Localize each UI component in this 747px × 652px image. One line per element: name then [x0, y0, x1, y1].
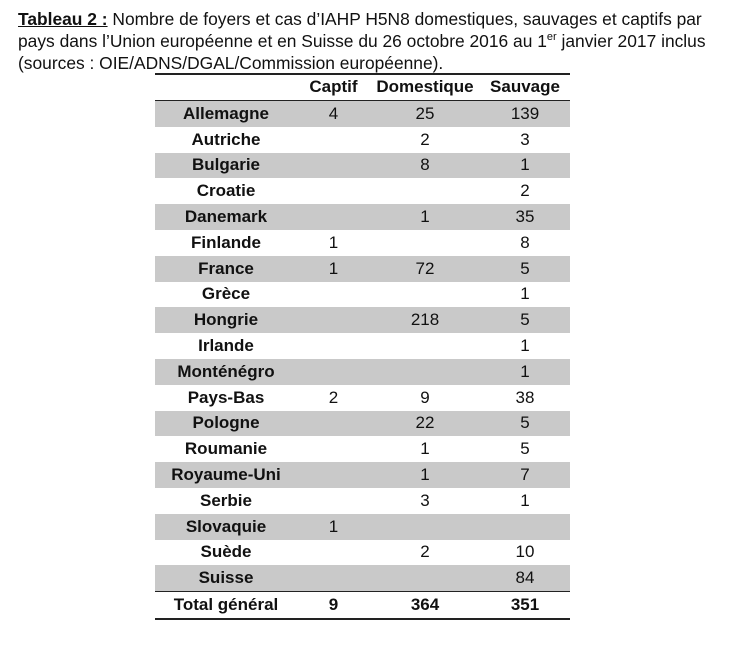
caption-text-1: Nombre de foyers et cas d’IAHP H5N8 domestiques, sauvages et captifs par [112, 9, 702, 29]
captif-cell [297, 436, 370, 462]
sauvage-cell: 38 [515, 387, 535, 407]
sauvage-cell: 1 [480, 153, 570, 179]
country-cell: Roumanie [184, 439, 268, 459]
captif-cell [297, 307, 370, 333]
sauvage-cell: 5 [480, 256, 570, 282]
domestique-cell: 3 [420, 490, 430, 510]
sauvage-cell: 10 [515, 542, 535, 562]
table-row [155, 488, 570, 514]
country-cell: Suisse [155, 565, 297, 591]
captif-cell [297, 127, 370, 153]
table-row [155, 307, 570, 333]
table-row [155, 333, 570, 359]
table-row [155, 153, 570, 179]
country-cell: Pays-Bas [187, 387, 265, 407]
table-row [155, 178, 570, 204]
header-captif: Captif [297, 74, 370, 101]
captif-cell: 1 [297, 514, 370, 540]
caption-text-2: pays dans l’Union européenne et en Suisse du 26 octobre 2016 au 1 [18, 31, 547, 51]
country-cell: Allemagne [155, 101, 297, 127]
domestique-cell: 72 [370, 256, 480, 282]
country-cell: Croatie [196, 181, 256, 201]
sauvage-cell: 35 [480, 204, 570, 230]
captif-cell [297, 540, 370, 566]
sauvage-cell: 5 [480, 307, 570, 333]
country-cell: Royaume-Uni [155, 462, 297, 488]
domestique-cell: 2 [420, 542, 430, 562]
header-sauvage: Sauvage [480, 74, 570, 101]
domestique-cell [370, 178, 480, 204]
country-cell: France [155, 256, 297, 282]
sauvage-cell: 7 [480, 462, 570, 488]
captif-cell [297, 282, 370, 308]
caption-text-2-end: janvier 2017 inclus [561, 31, 706, 51]
country-cell: Pologne [155, 411, 297, 437]
country-cell: Grèce [201, 284, 251, 304]
domestique-cell [370, 333, 480, 359]
table-row [155, 230, 570, 256]
captif-cell [297, 488, 370, 514]
header-domestique: Domestique [370, 74, 480, 101]
total-sauvage: 351 [480, 592, 570, 619]
sauvage-cell: 3 [520, 129, 530, 149]
captif-cell [297, 153, 370, 179]
sauvage-cell: 1 [520, 490, 530, 510]
table-row [155, 565, 570, 591]
caption-line-1 [18, 8, 733, 30]
captif-cell [297, 462, 370, 488]
country-cell: Autriche [191, 129, 261, 149]
caption-lead: Tableau 2 : [18, 9, 108, 29]
country-cell: Hongrie [155, 307, 297, 333]
table-row [155, 101, 570, 127]
table-row [155, 256, 570, 282]
country-cell: Serbie [200, 490, 252, 510]
domestique-cell [370, 359, 480, 385]
total-domestique: 364 [370, 592, 480, 619]
captif-cell [297, 359, 370, 385]
sauvage-cell: 8 [520, 232, 530, 252]
total-label: Total général [155, 592, 297, 619]
caption-superscript: er [546, 31, 557, 44]
table-row [155, 385, 570, 411]
country-cell: Suède [200, 542, 252, 562]
total-captif: 9 [297, 592, 370, 619]
sauvage-cell: 139 [480, 101, 570, 127]
table-caption [18, 8, 733, 74]
data-table [155, 74, 570, 620]
sauvage-cell: 84 [480, 565, 570, 591]
captif-cell [297, 204, 370, 230]
sauvage-cell: 2 [520, 181, 530, 201]
domestique-cell: 218 [370, 307, 480, 333]
country-cell: Slovaquie [155, 514, 297, 540]
captif-cell: 2 [328, 387, 339, 407]
domestique-cell: 1 [420, 439, 430, 459]
caption-line-3: (sources : OIE/ADNS/DGAL/Commission européenne). [18, 53, 444, 73]
table-row [155, 540, 570, 566]
captif-cell: 1 [328, 232, 339, 252]
table-row [155, 462, 570, 488]
table-row [155, 359, 570, 385]
table-row [155, 436, 570, 462]
captif-cell: 4 [297, 101, 370, 127]
total-row [155, 592, 570, 619]
header-row [155, 74, 570, 101]
captif-cell [297, 565, 370, 591]
table-body [155, 101, 570, 592]
captif-cell [297, 411, 370, 437]
sauvage-cell: 1 [520, 336, 530, 356]
domestique-cell: 9 [420, 387, 430, 407]
header-country [155, 74, 297, 101]
sauvage-cell: 5 [520, 439, 530, 459]
domestique-cell [370, 565, 480, 591]
captif-cell: 1 [297, 256, 370, 282]
sauvage-cell: 1 [520, 284, 530, 304]
domestique-cell [370, 282, 480, 308]
sauvage-cell: 5 [480, 411, 570, 437]
captif-cell [297, 178, 370, 204]
captif-cell [297, 333, 370, 359]
table-row [155, 282, 570, 308]
domestique-cell: 22 [370, 411, 480, 437]
country-cell: Monténégro [155, 359, 297, 385]
sauvage-cell [480, 514, 570, 540]
domestique-cell: 1 [370, 204, 480, 230]
table-row [155, 411, 570, 437]
domestique-cell: 25 [370, 101, 480, 127]
domestique-cell: 8 [370, 153, 480, 179]
domestique-cell: 1 [370, 462, 480, 488]
domestique-cell: 2 [420, 129, 430, 149]
table-row [155, 204, 570, 230]
domestique-cell [370, 230, 480, 256]
caption-line-2 [18, 30, 733, 52]
domestique-cell [370, 514, 480, 540]
country-cell: Bulgarie [155, 153, 297, 179]
sauvage-cell: 1 [480, 359, 570, 385]
table-row [155, 514, 570, 540]
country-cell: Irlande [198, 336, 254, 356]
country-cell: Danemark [155, 204, 297, 230]
country-cell: Finlande [191, 232, 261, 252]
table-row [155, 127, 570, 153]
